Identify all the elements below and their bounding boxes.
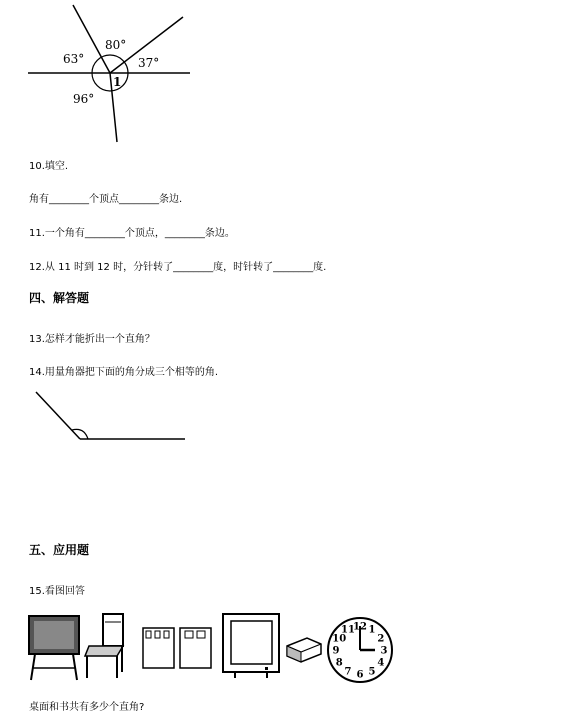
q11: 11.一个角有________个顶点，________条边。	[29, 228, 235, 239]
q15: 15.看图回答	[29, 586, 85, 597]
screen-icon	[223, 614, 279, 678]
q10-line: 角有________个顶点________条边.	[29, 194, 183, 205]
clock-numeral: 1	[368, 624, 376, 636]
clock-numeral: 9	[332, 645, 340, 657]
book-icon	[143, 628, 174, 668]
section-4-heading: 四、解答题	[29, 291, 90, 305]
clock-numeral: 4	[377, 657, 385, 669]
clock-numeral: 5	[368, 666, 376, 678]
q13: 13.怎样才能折出一个直角？	[29, 334, 155, 345]
angle-figure	[25, 0, 200, 145]
angle-1-label: 1	[113, 75, 122, 89]
clock-numeral: 10	[332, 633, 347, 645]
eraser-icon	[287, 638, 321, 662]
clock-numeral: 8	[335, 657, 343, 669]
angle-63-label: 63°	[63, 52, 85, 66]
objects-figure	[25, 610, 395, 685]
clock-numeral: 12	[353, 621, 367, 633]
angle-96-label: 96°	[73, 92, 95, 106]
chair-icon	[85, 614, 123, 678]
book-icon	[180, 628, 211, 668]
clock-numeral: 7	[344, 666, 352, 678]
section-5-heading: 五、应用题	[29, 543, 90, 557]
clock-numeral: 6	[356, 669, 364, 681]
clock-numeral: 2	[377, 633, 385, 645]
clock-icon	[328, 618, 392, 682]
angle-to-divide	[30, 388, 190, 448]
angle-80-label: 80°	[105, 38, 127, 52]
clock-numeral: 11	[341, 624, 355, 636]
q10-title: 10.填空.	[29, 161, 69, 172]
q12: 12.从 11 时到 12 时，分针转了________度，时针转了________度.	[29, 262, 327, 273]
q14: 14.用量角器把下面的角分成三个相等的角.	[29, 367, 219, 378]
clock-numeral: 3	[380, 645, 388, 657]
angle-37-label: 37°	[138, 56, 160, 70]
blackboard-icon	[29, 616, 79, 680]
q15-question: 桌面和书共有多少个直角?	[29, 702, 145, 713]
